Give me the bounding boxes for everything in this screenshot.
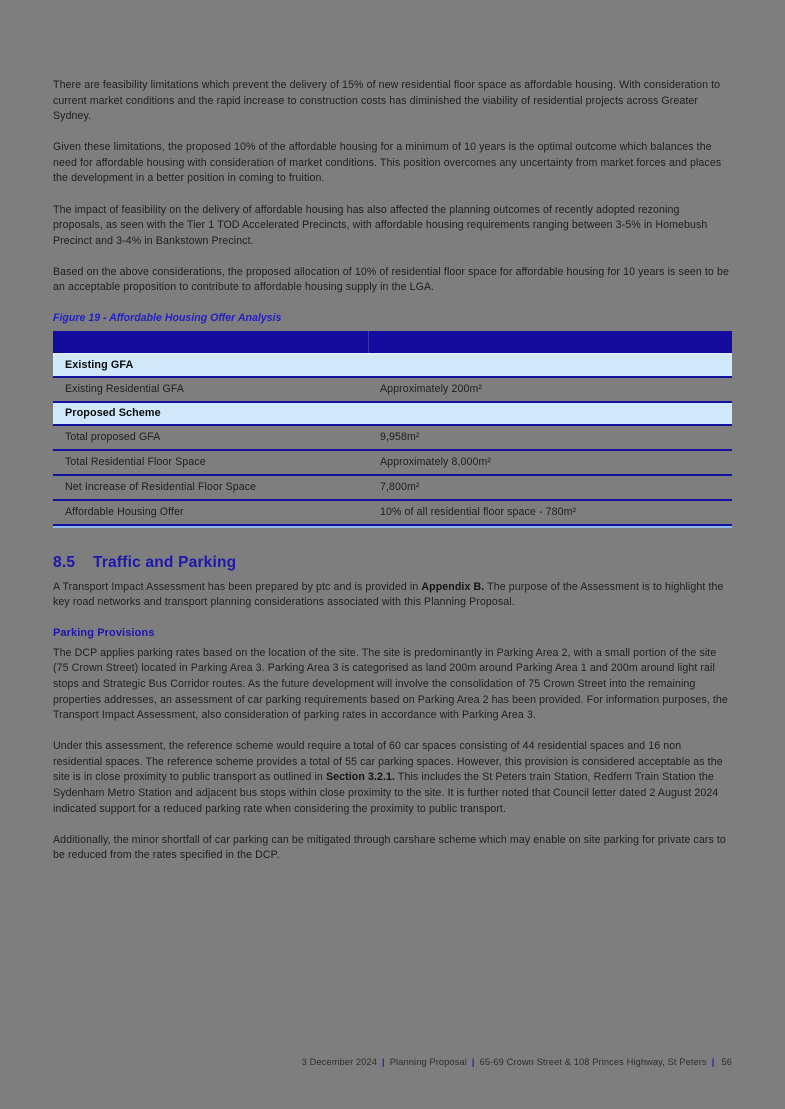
paragraph-text: A Transport Impact Assessment has been prepared by ptc and is provided in	[53, 580, 422, 593]
footer-document-title: Planning Proposal	[389, 1057, 467, 1067]
table-row-total-residential-floor-space	[53, 451, 732, 476]
table-row-value: Approximately 8,000m²	[380, 456, 492, 469]
footer-separator: |	[711, 1057, 715, 1067]
table-row-total-proposed-gfa	[53, 426, 732, 451]
section-321-reference: Section 3.2.1.	[325, 771, 396, 784]
table-row-label: Existing Residential GFA	[65, 383, 184, 396]
section-heading-traffic-and-parking	[53, 554, 732, 572]
footer-address: 65-69 Crown Street & 108 Princes Highway, St Peters	[479, 1057, 707, 1067]
appendix-b-reference: Appendix B.	[421, 580, 485, 593]
paragraph-parking-assessment	[53, 739, 732, 817]
page-footer	[302, 1057, 732, 1067]
table-row-label: Total proposed GFA	[65, 431, 161, 444]
table-row-existing-gfa	[53, 355, 732, 378]
figure-caption: Figure 19 - Affordable Housing Offer Analysis	[53, 311, 282, 324]
table-header-cell-left	[53, 331, 369, 353]
table-row-label: Affordable Housing Offer	[65, 506, 184, 519]
paragraph-dcp-parking-rates: The DCP applies parking rates based on the location of the site. The site is predominantly in Parking Area 2, with a small portion of the site (75 Crown Street) located in Parking Area 3. Parking Area 3 is categorised as land 200m around Parking Area 1 and 200m around light rail stops and Strategic Bus Corridor routes. As the future development will involve the consolidation of 75 Crown Street into the remaining properties addresses, an assessment of car parking requirements based on Parking Area 2 has been provided. For information purposes, the Transport Impact Assessment, also consideration of parking rates in accordance with Parking Area 3.	[53, 646, 728, 722]
paragraph-given-limitations: Given these limitations, the proposed 10% of the affordable housing for a minimum of 10 years is the optimal outcome which balances the need for affordable housing with consideration of market conditions. This position overcomes any uncertainty from market forces and places the development in a better position in coming to fruition.	[53, 141, 722, 185]
table-row-net-increase	[53, 476, 732, 501]
paragraph-text: The purpose of the Assessment is to highlight the key road networks and transport planning considerations associated with this Planning Proposal.	[53, 580, 724, 609]
paragraph-text: This includes the St Peters train Station, Redfern Train Station the Sydenham Metro Station and adjacent bus stops within close proximity to the site. It is further noted that Council letter dated 2 August 2024 indicated support for a reduced parking rate when considering the proximity to public transport.	[53, 771, 719, 815]
table-row-value: Approximately 200m²	[380, 383, 482, 396]
footer-page-number: 56	[721, 1057, 732, 1067]
paragraph-transport-impact-assessment	[53, 580, 732, 611]
table-subheader-label: Proposed Scheme	[65, 407, 161, 420]
paragraph-based-considerations: Based on the above considerations, the proposed allocation of 10% of residential floor space for affordable housing for 10 years is seen to be an acceptable proposition to contribute to affordable housing supply in the LGA.	[53, 265, 729, 294]
paragraph-text: Under this assessment, the reference scheme would require a total of 60 car spaces consisting of 44 residential spaces and 16 non residential spaces. The reference scheme provides a total of 55 car parking spaces. However, this provision is considered acceptable as the site is in close proximity to public transport as outlined in	[53, 740, 723, 784]
table-row-value: 9,958m²	[380, 431, 420, 444]
paragraph-impact-feasibility: The impact of feasibility on the delivery of affordable housing has also affected the planning outcomes of recently adopted rezoning proposals, as seen with the Tier 1 TOD Accelerated Precincts, with affordable housing requirements ranging between 3-5% in Homebush Precinct and 3-4% in Bankstown Precinct.	[53, 203, 708, 247]
table-row-label: Total Residential Floor Space	[65, 456, 206, 469]
section-number: 8.5	[53, 553, 76, 571]
subheading-parking-provisions: Parking Provisions	[53, 626, 155, 639]
table-row-value: 10% of all residential floor space - 780m²	[380, 506, 577, 519]
table-row-value: 7,800m²	[380, 481, 420, 494]
table-row-proposed-scheme	[53, 403, 732, 426]
table-row-existing-residential-gfa	[53, 378, 732, 403]
section-title: Traffic and Parking	[93, 553, 237, 571]
table-row-affordable-housing-offer	[53, 501, 732, 526]
table-row-label: Net Increase of Residential Floor Space	[65, 481, 257, 494]
footer-separator: |	[382, 1057, 385, 1067]
paragraph-feasibility-limitations: There are feasibility limitations which prevent the delivery of 15% of new residential floor space as affordable housing. With consideration to current market conditions and the rapid increase to construction costs has diminished the viability of residential projects across Greater Sydney.	[53, 79, 721, 123]
paragraph-carshare-mitigation: Additionally, the minor shortfall of car parking can be mitigated through carshare scheme which may enable on site parking for private cars to be reduced from the rates specified in the DCP.	[53, 833, 726, 862]
table-header-cell-right	[369, 331, 732, 353]
table-subheader-label: Existing GFA	[65, 359, 134, 372]
footer-separator: |	[471, 1057, 475, 1067]
affordable-housing-table	[53, 331, 732, 528]
table-header-row	[53, 331, 732, 355]
footer-date: 3 December 2024	[301, 1057, 378, 1067]
document-page-content	[53, 78, 732, 879]
